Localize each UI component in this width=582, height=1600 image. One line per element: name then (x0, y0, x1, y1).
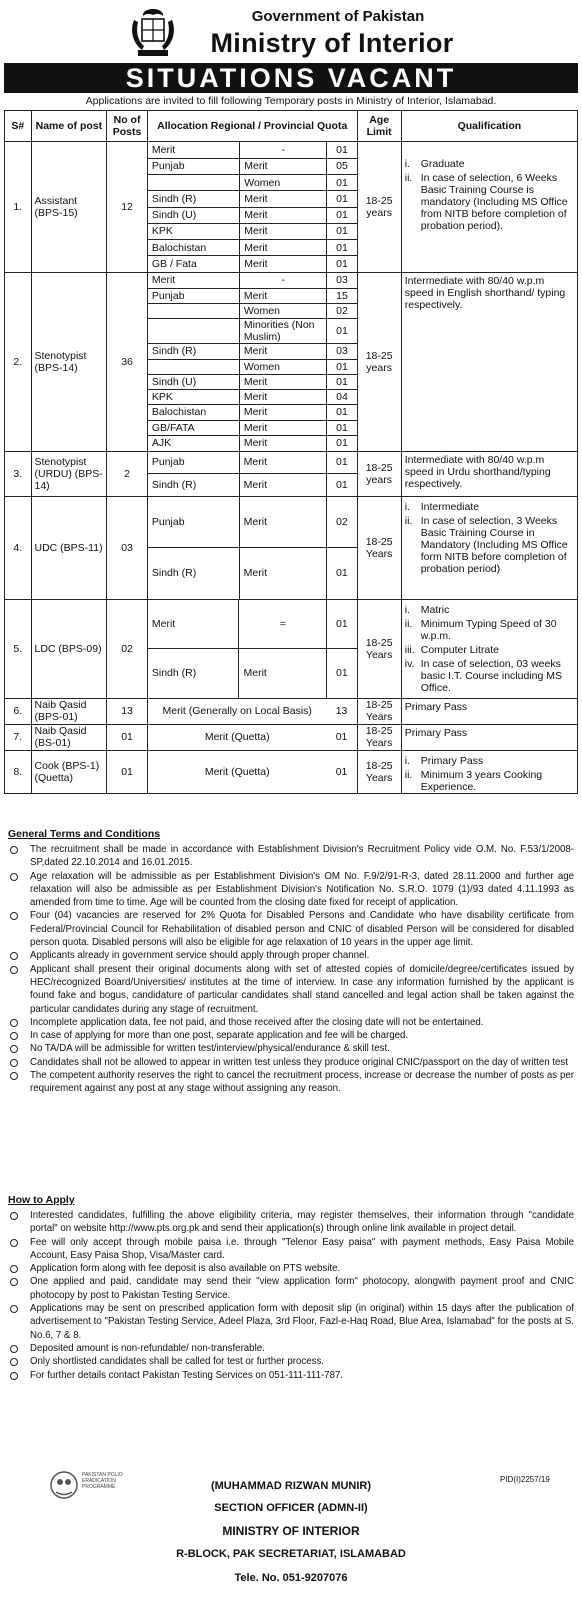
bullet-icon (10, 1372, 18, 1380)
allocation-count: 04 (327, 390, 357, 405)
allocation-row (148, 191, 357, 207)
cell-sno: 2. (5, 273, 32, 452)
qualification-item (405, 658, 574, 694)
bullet-icon (10, 1345, 18, 1353)
list-item-text: Applicant shall present their original documents along with set of attested copies of domicile/degree/certificates issued by HEC/recognized Board/Universities/ institutes at the time of interview. In case any information furnished by the applicant is found fake and bogus, candidature of particular candidates shall stand cancelled and legal action shall be taken against the particular candidates during any stage of recruitment. (30, 963, 574, 1015)
allocation-quota: Merit (239, 474, 326, 496)
table-row (5, 273, 578, 452)
allocation-count: 01 (327, 405, 357, 420)
allocation-row (148, 497, 357, 548)
allocation-region: GB/FATA (148, 420, 240, 435)
list-item (8, 1016, 574, 1029)
qualification-marker: i. (404, 603, 410, 616)
allocation-count: 01 (327, 240, 357, 256)
allocation-count: 02 (327, 497, 357, 548)
allocation-count: 01 (327, 548, 357, 599)
qualification-item (405, 755, 574, 767)
allocation-quota: Merit (Generally on Local Basis) (162, 705, 312, 718)
cell-post-name: Stenotypist (URDU) (BPS-14) (31, 451, 107, 496)
allocation-quota: Merit (239, 452, 326, 474)
allocation-row (148, 175, 357, 191)
allocation-quota: Merit (240, 158, 327, 174)
allocation-region: Merit (148, 600, 239, 649)
allocation-region: Punjab (148, 288, 240, 303)
list-item (8, 1042, 574, 1055)
table-row (5, 698, 578, 724)
bullet-icon (10, 1032, 18, 1040)
allocation-count: 01 (327, 207, 357, 223)
situations-vacant-banner: SITUATIONS VACANT (4, 63, 578, 93)
table-row (5, 724, 578, 750)
list-item (8, 1056, 574, 1069)
allocation-count: 01 (327, 319, 357, 344)
list-item (8, 1236, 574, 1263)
allocation-row (148, 405, 357, 420)
allocation-row (148, 207, 357, 223)
list-item-text: For further details contact Pakistan Testing Services on 051-111-111-787. (30, 1369, 344, 1381)
allocation-region: Sindh (R) (148, 548, 239, 599)
allocation-count: 05 (327, 158, 357, 174)
qualification-text: Primary Pass (404, 700, 468, 713)
qualification-item (405, 644, 574, 656)
allocation-subtable (148, 765, 357, 778)
allocation-subtable (148, 705, 357, 718)
allocation-quota: Merit (239, 390, 327, 405)
allocation-region: Balochistan (148, 405, 240, 420)
allocation-region (148, 304, 240, 319)
allocation-quota: = (239, 600, 327, 649)
table-row (5, 142, 578, 273)
allocation-count: 01 (335, 765, 348, 778)
allocation-quota: Merit (239, 420, 327, 435)
cell-no-of-posts: 01 (107, 750, 148, 793)
list-item (8, 1275, 574, 1302)
bullet-icon (10, 1239, 18, 1247)
cell-age-limit: 18-25 years (357, 451, 401, 496)
signatory-tele: Tele. No. 051-9207076 (234, 1572, 348, 1584)
cell-post-name: Stenotypist (BPS-14) (31, 273, 107, 452)
terms-list (8, 843, 574, 1096)
qualification-text: Intermediate (420, 500, 480, 513)
list-item-text: Only shortlisted candidates shall be called for test or further process. (30, 1356, 324, 1368)
allocation-count: 13 (335, 705, 348, 718)
bullet-icon (10, 1072, 18, 1080)
allocation-quota: Merit (Quetta) (204, 731, 270, 744)
header-sno: S# (5, 111, 32, 142)
cell-no-of-posts: 13 (107, 698, 148, 724)
cell-sno: 5. (5, 599, 32, 698)
list-item-text: Deposited amount is non-refundable/ non-transferable. (30, 1342, 265, 1354)
allocation-count: 02 (327, 304, 357, 319)
list-item (8, 1342, 574, 1355)
allocation-count: 01 (327, 256, 357, 272)
bullet-icon (10, 912, 18, 920)
allocation-row (148, 319, 357, 344)
qualification-text: Minimum 3 years Cooking Experience. (420, 768, 543, 793)
header-no: No of Posts (107, 111, 148, 142)
list-item (8, 1209, 574, 1236)
allocation-quota: Merit (239, 497, 326, 548)
allocation-count: 01 (327, 435, 357, 450)
list-item (8, 1262, 574, 1275)
allocation-row (148, 548, 357, 599)
allocation-count: 03 (327, 273, 357, 288)
qualification-list (405, 755, 574, 793)
intro-text: Applications are invited to fill following Temporary posts in Ministry of Interior, Islamabad. (85, 95, 497, 107)
allocation-count: 01 (327, 374, 357, 389)
bullet-icon (10, 873, 18, 881)
table-row (5, 599, 578, 698)
allocation-row (148, 288, 357, 303)
table-header-row (5, 111, 578, 142)
list-item (8, 870, 574, 910)
qualification-marker: i. (404, 754, 410, 767)
allocation-region: GB / Fata (148, 256, 240, 272)
allocation-subtable (148, 600, 357, 698)
bullet-icon (10, 1019, 18, 1027)
header-qual: Qualification (401, 111, 577, 142)
qualification-marker: ii. (404, 768, 413, 781)
allocation-row (148, 420, 357, 435)
allocation-count: 01 (327, 600, 357, 649)
qualification-marker: ii. (404, 514, 413, 527)
allocation-quota: Merit (239, 374, 327, 389)
allocation-subtable (148, 731, 357, 744)
list-item (8, 1355, 574, 1368)
qualification-item (405, 618, 574, 642)
allocation-region: Punjab (148, 452, 239, 474)
qualification-marker: i. (404, 500, 410, 513)
list-item-text: The recruitment shall be made in accordance with Establishment Division's Recruitment Policy vide O.M. No. F.53/1/2008-SP,dated 22.10.2014 and 16.01.2015. (30, 844, 574, 869)
qualification-item (405, 501, 574, 513)
cell-age-limit: 18-25 years (357, 273, 401, 452)
list-item (8, 1302, 574, 1342)
allocation-quota: Merit (239, 548, 326, 599)
table-row (5, 750, 578, 793)
posts-body (5, 142, 578, 794)
bullet-icon (10, 1265, 18, 1273)
allocation-quota: Women (239, 304, 327, 319)
list-item (8, 1029, 574, 1042)
cell-post-name: Assistant (BPS-15) (31, 142, 107, 273)
allocation-quota: Merit (240, 240, 327, 256)
allocation-row (148, 359, 357, 374)
polio-logo-text: PAKISTAN POLIO ERADICATION PROGRAMME (82, 1472, 123, 1490)
allocation-count: 01 (327, 191, 357, 207)
cell-qualification (401, 142, 577, 273)
list-item-text: The competent authority reserves the right to cancel the recruitment process, increase or decrease the number of posts as per requirement against any post at any stage without assigning any reason. (30, 1070, 574, 1095)
cell-sno: 3. (5, 451, 32, 496)
cell-post-name: Naib Qasid (BPS-01) (31, 698, 107, 724)
list-item (8, 1369, 574, 1382)
allocation-count: 15 (327, 288, 357, 303)
list-item (8, 963, 574, 1016)
list-item-text: Applications may be sent on prescribed application form with deposit slip (in original) within 15 days after the publication of advertisement to "Pakistan Testing Service, Adeel Plaza, 3rd Floor, Fazl-e-Haq Road, Blue Area, Islamabad" for the posts at S. No.6, 7 & 8. (30, 1303, 574, 1341)
allocation-quota: Merit (240, 256, 327, 272)
cell-no-of-posts: 36 (107, 273, 148, 452)
allocation-quota: Merit (240, 207, 327, 223)
qualification-text: Matric (420, 603, 450, 616)
allocation-count: 01 (327, 420, 357, 435)
cell-qualification (401, 496, 577, 599)
allocation-quota: Merit (239, 435, 327, 450)
howto-list (8, 1209, 574, 1382)
cell-sno: 1. (5, 142, 32, 273)
cell-sno: 4. (5, 496, 32, 599)
qualification-text: Graduate (420, 158, 465, 170)
allocation-row (148, 273, 357, 288)
allocation-row (148, 600, 357, 649)
qualification-marker: iv. (404, 657, 415, 670)
table-row (5, 451, 578, 496)
qualification-text: In case of selection, 03 weeks basic I.T. Course including MS Office. (420, 657, 562, 694)
cell-age-limit: 18-25 Years (357, 750, 401, 793)
allocation-region (148, 359, 240, 374)
allocation-count: 01 (327, 223, 357, 239)
allocation-row (148, 765, 357, 778)
allocation-row (148, 142, 357, 158)
allocation-quota: Merit (239, 288, 327, 303)
allocation-region: Sindh (U) (148, 374, 240, 389)
qualification-text: In case of selection, 6 Weeks Basic Training Course is mandatory (Including MS Office from NITB before completion of probation period). (420, 172, 568, 232)
allocation-row (148, 240, 357, 256)
allocation-quota: - (240, 142, 327, 158)
howto-title: How to Apply (8, 1194, 75, 1206)
allocation-region: Merit (148, 273, 240, 288)
allocation-count: 01 (327, 452, 357, 474)
allocation-subtable (148, 273, 357, 451)
allocation-region: KPK (148, 390, 240, 405)
allocation-region: KPK (148, 223, 240, 239)
allocation-row (148, 256, 357, 272)
cell-qualification (401, 599, 577, 698)
bullet-icon (10, 952, 18, 960)
qualification-list (405, 604, 574, 694)
allocation-row (148, 474, 357, 496)
cell-allocation (147, 451, 357, 496)
cell-sno: 8. (5, 750, 32, 793)
list-item-text: Incomplete application data, fee not paid, and those received after the closing date will not be entertained. (30, 1016, 484, 1028)
allocation-quota: Merit (Quetta) (204, 765, 270, 778)
signatory-address: R-BLOCK, PAK SECRETARIAT, ISLAMABAD (176, 1548, 406, 1560)
cell-age-limit: 18-25 Years (357, 599, 401, 698)
allocation-quota: Merit (240, 191, 327, 207)
bullet-icon (10, 1045, 18, 1053)
signatory-designation: SECTION OFFICER (ADMN-II) (214, 1502, 368, 1514)
qualification-marker: ii. (404, 617, 413, 630)
allocation-quota: Minorities (Non Muslim) (239, 319, 327, 344)
allocation-row (148, 304, 357, 319)
allocation-row (148, 374, 357, 389)
qualification-marker: i. (404, 158, 410, 170)
header-age: Age Limit (357, 111, 401, 142)
allocation-count: 01 (327, 474, 357, 496)
cell-post-name: Naib Qasid (BS-01) (31, 724, 107, 750)
allocation-region: Sindh (R) (148, 344, 240, 359)
list-item-text: Fee will only accept through mobile paisa i.e. through "Telenor Easy paisa" with payment methods, Easy Paisa Mobile Account, Easy Paisa Shop, Visa/Master card. (30, 1236, 574, 1261)
allocation-subtable (148, 142, 357, 272)
allocation-quota: Merit (239, 649, 327, 698)
qualification-text: Primary Pass (420, 754, 484, 767)
cell-allocation (147, 273, 357, 452)
pid-number: PID(I)2257/19 (500, 1475, 550, 1484)
allocation-row (148, 731, 357, 744)
qualification-text: In case of selection, 3 Weeks Basic Training Course in Mandatory (Including MS Office form NITB before completion of probation period) (420, 514, 568, 575)
qualification-text: Primary Pass (404, 726, 468, 739)
qualification-list (405, 501, 574, 575)
qualification-text: Computer Litrate (420, 643, 499, 656)
cell-allocation (147, 142, 357, 273)
cell-sno: 7. (5, 724, 32, 750)
cell-age-limit: 18-25 Years (357, 724, 401, 750)
header (0, 2, 582, 60)
bullet-icon (10, 1278, 18, 1286)
qualification-item (405, 158, 574, 170)
allocation-region: Punjab (148, 158, 240, 174)
list-item-text: Applicants already in government service should apply through proper channel. (30, 950, 370, 962)
allocation-quota: Merit (240, 223, 327, 239)
header-alloc: Allocation Regional / Provincial Quota (147, 111, 357, 142)
qualification-marker: iii. (404, 643, 415, 656)
government-title: Government of Pakistan (251, 8, 425, 25)
list-item (8, 1069, 574, 1096)
cell-post-name: UDC (BPS-11) (31, 496, 107, 599)
table-row (5, 496, 578, 599)
terms-title: General Terms and Conditions (8, 828, 161, 840)
allocation-row (148, 344, 357, 359)
allocation-row (148, 158, 357, 174)
qualification-item (405, 604, 574, 616)
list-item-text: In case of applying for more than one post, separate application and fee will be charged. (30, 1030, 409, 1042)
allocation-region (148, 319, 240, 344)
qualification-text: Intermediate with 80/40 w.p.m speed in Urdu shorthand/typing respectively. (404, 453, 551, 490)
bullet-icon (10, 1305, 18, 1313)
allocation-region: Balochistan (148, 240, 240, 256)
qualification-item (405, 769, 574, 793)
allocation-quota: Merit (239, 405, 327, 420)
allocation-count: 01 (327, 142, 357, 158)
allocation-region: Merit (148, 142, 240, 158)
cell-allocation (147, 698, 357, 724)
allocation-region: AJK (148, 435, 240, 450)
list-item-text: Age relaxation will be admissible as per Establishment Division's OM No. F.9/2/91-R-3, dated 28.11.2000 and further age relaxation will also be admissible as per Establishment Division's Notification No. S.R.O. 1079 (1)/93 dated 4.11.1993 as amended from time to time. Age will be counted from the closing date fixed for receipt of application. (30, 870, 574, 909)
qualification-item (405, 515, 574, 575)
cell-allocation (147, 724, 357, 750)
bullet-icon (10, 1059, 18, 1067)
cell-no-of-posts: 03 (107, 496, 148, 599)
bullet-icon (10, 966, 18, 974)
cell-qualification (401, 750, 577, 793)
cell-no-of-posts: 2 (107, 451, 148, 496)
allocation-row (148, 649, 357, 698)
cell-age-limit: 18-25 years (357, 142, 401, 273)
allocation-row (148, 223, 357, 239)
qualification-marker: ii. (404, 172, 413, 184)
list-item (8, 909, 574, 949)
qualification-text: Minimum Typing Speed of 30 w.p.m. (420, 617, 557, 642)
bullet-icon (10, 1212, 18, 1220)
cell-sno: 6. (5, 698, 32, 724)
cell-qualification (401, 273, 577, 452)
cell-post-name: Cook (BPS-1) (Quetta) (31, 750, 107, 793)
allocation-row (148, 390, 357, 405)
allocation-region: Sindh (U) (148, 207, 240, 223)
list-item-text: Candidates shall not be allowed to appear in written test unless they produce original CNIC/passport on the day of written test (30, 1056, 568, 1068)
ministry-title: Ministry of Interior (210, 28, 454, 58)
allocation-row (148, 705, 357, 718)
allocation-row (148, 452, 357, 474)
cell-no-of-posts: 12 (107, 142, 148, 273)
qualification-list (405, 158, 574, 232)
list-item (8, 843, 574, 870)
bullet-icon (10, 1358, 18, 1366)
cell-qualification (401, 724, 577, 750)
allocation-count: 03 (327, 344, 357, 359)
list-item-text: Interested candidates, fulfilling the above eligibility criteria, may register themselves, their information through "candidate portal" on website http://www.pts.org.pk and send their application(s) through online link available in project detail. (30, 1210, 574, 1235)
allocation-count: 01 (327, 649, 357, 698)
allocation-region: Sindh (R) (148, 649, 239, 698)
list-item-text: No TA/DA will be admissible for written test/interview/physical/endurance & skill test. (30, 1043, 390, 1055)
allocation-subtable (148, 497, 357, 599)
allocation-quota: Women (239, 359, 327, 374)
allocation-region: Punjab (148, 497, 239, 548)
allocation-region (148, 175, 240, 191)
list-item-text: Application form along with fee deposit is also available on PTS website. (30, 1263, 341, 1275)
allocation-region: Sindh (R) (148, 474, 239, 496)
bullet-icon (10, 846, 18, 854)
allocation-count: 01 (335, 731, 348, 744)
cell-allocation (147, 496, 357, 599)
cell-allocation (147, 750, 357, 793)
cell-age-limit: 18-25 Years (357, 698, 401, 724)
signatory-name: (MUHAMMAD RIZWAN MUNIR) (210, 1480, 372, 1492)
allocation-count: 01 (327, 175, 357, 191)
allocation-quota: - (239, 273, 327, 288)
cell-no-of-posts: 01 (107, 724, 148, 750)
cell-no-of-posts: 02 (107, 599, 148, 698)
signatory-ministry: MINISTRY OF INTERIOR (222, 1524, 360, 1538)
state-emblem-icon (128, 6, 178, 60)
qualification-text: Intermediate with 80/40 w.p.m speed in English shorthand/ typing respectively. (404, 275, 566, 311)
cell-allocation (147, 599, 357, 698)
header-name: Name of post (31, 111, 107, 142)
list-item (8, 949, 574, 962)
allocation-count: 01 (327, 359, 357, 374)
cell-qualification (401, 451, 577, 496)
qualification-item (405, 172, 574, 232)
posts-table (4, 110, 578, 794)
allocation-quota: Merit (239, 344, 327, 359)
allocation-quota: Women (240, 175, 327, 191)
allocation-row (148, 435, 357, 450)
list-item-text: Four (04) vacancies are reserved for 2% Quota for Disabled Persons and Candidate who have disability certificate from Federal/Provincial Council for Rehabilitation of disabled person and CNIC of disabled Person will be considered for disabled person quota. Disabled persons will also be eligible for age relaxation of 10 years in the upper age limit. (30, 910, 574, 949)
cell-age-limit: 18-25 Years (357, 496, 401, 599)
cell-qualification (401, 698, 577, 724)
list-item-text: One applied and paid, candidate may send their "view application form" photocopy, alongwith payment proof and CNIC photocopy by post to Pakistan Testing Service. (30, 1276, 574, 1301)
cell-post-name: LDC (BPS-09) (31, 599, 107, 698)
allocation-subtable (148, 452, 357, 496)
allocation-region: Sindh (R) (148, 191, 240, 207)
